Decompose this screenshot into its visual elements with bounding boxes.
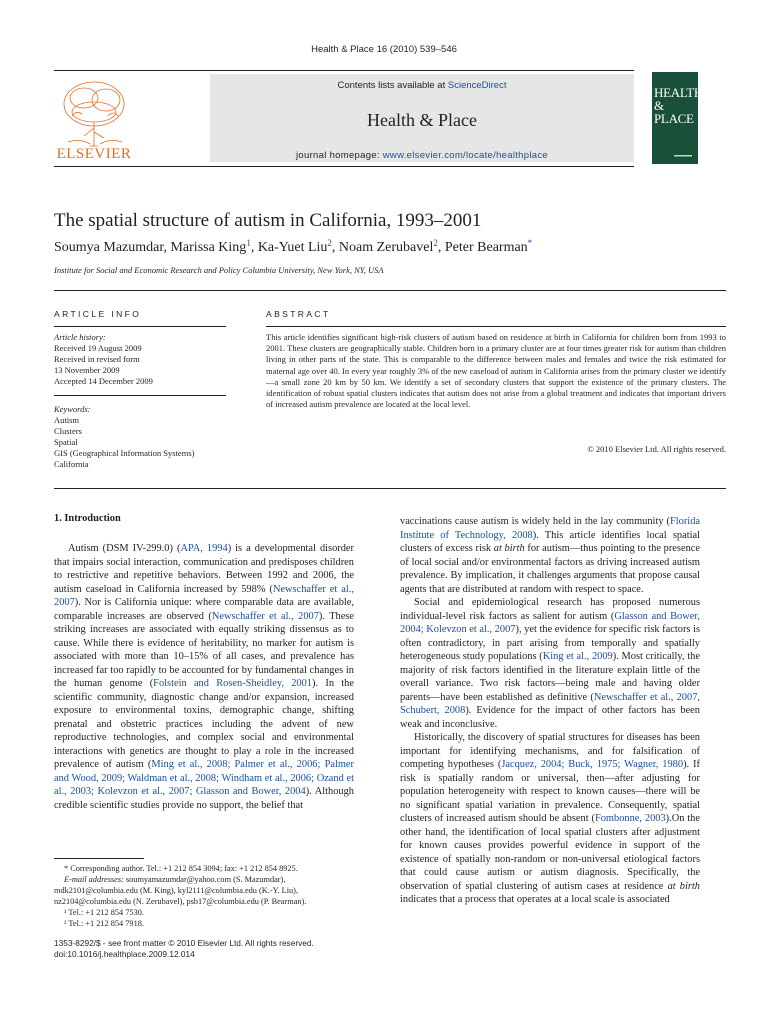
paragraph: vaccinations cause autism is widely held in the lay community (Florida Institute of Technology, 2008). This article identifies local spatial clusters of excess risk at birth for autism—thus pointing to the presence of local social and/or environmental factors as driving increased autism prevalence. By implication, it challenges arguments that propose causal agents that are distributed at random with respect to space.: [400, 516, 701, 595]
author-affiliation-mark[interactable]: *: [527, 238, 533, 248]
masthead-bottom-rule: [54, 166, 634, 167]
citation-link[interactable]: Jacquez, 2004; Buck, 1975; Wagner, 1980: [501, 759, 684, 770]
affiliation: Institute for Social and Economic Research and Policy Columbia University, New York, NY, USA: [54, 265, 384, 275]
cover-title: [652, 85, 703, 126]
article-info-rule: [54, 326, 226, 327]
history-item: 13 November 2009: [54, 365, 120, 376]
author-affiliation-mark[interactable]: 2: [327, 238, 332, 248]
keyword: Clusters: [54, 426, 82, 437]
citation-link[interactable]: Florida Institute of Technology, 2008: [400, 516, 700, 541]
history-label: Article history:: [54, 332, 106, 342]
author-name: Peter Bearman: [444, 240, 528, 255]
body-divider: [54, 488, 726, 489]
homepage-line: [210, 150, 634, 161]
citation-link[interactable]: Glasson and Bower, 2004; Kolevzon et al., 2007: [400, 610, 701, 635]
citation-link[interactable]: King et al., 2009: [542, 651, 613, 662]
contents-line: [210, 80, 634, 91]
paragraph: Social and epidemiological research has proposed numerous individual-level risk factors as salient for autism (Glasson and Bower, 2004; Kolevzon et al., 2007), yet the evidence for specific risk factors is often contradictory, in part arising from temporally and spatially heterogeneous study populations (King et al., 2009). Most critically, the majority of risk factors identified in the literature explain little of the overall variance. Two risk factors—being male and having older parents—have been established as definitive (Newschaffer et al., 2007, Schubert, 2008). Evidence for the impact of other factors has been weak and inconclusive.: [400, 597, 701, 730]
journal-cover-thumbnail: [652, 72, 703, 164]
masthead-top-rule: [54, 70, 634, 71]
contents-prefix: Contents lists available at: [337, 80, 448, 91]
doi-line: doi:10.1016/j.healthplace.2009.12.014: [54, 949, 195, 959]
cover-title-line1: HEALTH: [654, 85, 703, 100]
email-label: E-mail addresses:: [64, 874, 124, 884]
cover-title-line2: & PLACE: [654, 98, 694, 126]
author-affiliation-mark[interactable]: 1: [246, 238, 251, 248]
abstract-rule: [266, 326, 726, 327]
cover-ornament: [674, 154, 692, 158]
footnote-rule: [54, 858, 144, 859]
section-heading-introduction: 1. Introduction: [54, 513, 121, 524]
email-line: soumyamazumdar@yahoo.com (S. Mazumdar),: [123, 874, 286, 884]
footnote-2: ² Tel.: +1 212 854 7918.: [64, 918, 144, 928]
author-name: Marissa King: [170, 240, 247, 255]
email-line: nz2104@columbia.edu (N. Zerubavel), psb17@columbia.edu (P. Bearman).: [54, 896, 307, 906]
email-addresses: [54, 875, 354, 886]
keywords-rule: [54, 395, 226, 396]
footnote-1: ¹ Tel.: +1 212 854 7530.: [64, 907, 144, 917]
sciencedirect-link[interactable]: ScienceDirect: [447, 80, 507, 91]
homepage-link[interactable]: www.elsevier.com/locate/healthplace: [382, 150, 548, 161]
running-head: Health & Place 16 (2010) 539–546: [311, 44, 457, 55]
history-item: Received in revised form: [54, 354, 140, 365]
history-item: Received 19 August 2009: [54, 343, 142, 354]
author-affiliation-mark[interactable]: 2: [433, 238, 438, 248]
journal-info-box: [210, 74, 634, 162]
emphasis: at birth: [493, 543, 525, 554]
citation-link[interactable]: Newschaffer et al., 2007: [211, 610, 319, 622]
citation-link[interactable]: APA, 1994: [180, 543, 228, 554]
header-divider: [54, 290, 726, 291]
keywords-block: [54, 404, 226, 471]
body-column-left: [54, 542, 354, 812]
author-name: Ka-Yuet Liu: [257, 240, 328, 255]
email-line: mdk2101@columbia.edu (M. King), kyl2111@columbia.edu (K.-Y. Liu),: [54, 885, 299, 895]
body-column-right: [400, 515, 700, 907]
journal-title: Health & Place: [367, 110, 477, 130]
keyword: California: [54, 459, 89, 470]
author-name: Noam Zerubavel: [338, 240, 434, 255]
abstract-copyright: © 2010 Elsevier Ltd. All rights reserved.: [587, 444, 726, 454]
corresponding-author-note: * Corresponding author. Tel.: +1 212 854 3094; fax: +1 212 854 8925.: [64, 864, 298, 873]
author-list: Soumya Mazumdar, Marissa King$^1$, Ka-Yuet Liu$^2$, Noam Zerubavel$^2$, Peter Bearman*: [54, 238, 533, 255]
elsevier-wordmark: ELSEVIER: [56, 146, 132, 162]
paragraph: Autism (DSM IV-299.0) (APA, 1994) is a developmental disorder that impairs social interaction, communication and predisposes children to restrictive and repetitive behaviors. Between 1992 and 2006, the autism caseload in California increased by 598% (Newschaffer et al., 2007). Nor is California unique: where comparable data are available, comparable increases are observed (Newschaffer et al., 2007). These striking increases are associated with equally striking dissensus as to cause. While there is evidence of heritability, no marker for autism is associated with more than 10–15% of all cases, and prevalence has increased far too rapidly to be accounted for by fundamental changes in the human genome (Folstein and Rosen-Sheidley, 2001). In the scientific community, diagnostic change and/or expansion, increased exposure to environmental toxins, demographic change, shifting prenatal and obstetric practices including the advent of new reproductive technologies, and complex social and environmental interactions with genetics are thought to play a role in the increased prevalence of autism (Ming et al., 2008; Palmer et al., 2006; Palmer and Wood, 2009; Waldman et al., 2008; Windham et al., 2006; Ozand et al., 2003; Kolevzon et al., 2007; Glasson and Bower, 2004). Although credible scientific studies provide no support, the belief that: [54, 543, 355, 811]
citation-link[interactable]: Newschaffer et al., 2007: [54, 583, 354, 608]
citation-link[interactable]: Ming et al., 2008; Palmer et al., 2006; Palmer and Wood, 2009; Waldman et al., 2008; Windham et al., 2006; Ozand et al., 2003; Kolevzon et al., 2007; Glasson and Bower, 2004: [54, 759, 355, 797]
journal-masthead: [54, 70, 703, 166]
paragraph: Historically, the discovery of spatial structures for diseases has been important for identifying mechanisms, and for falsification of competing hypotheses (Jacquez, 2004; Buck, 1975; Wagner, 1980). If risk is spatially random or universal, then—after adjusting for population heterogeneity with respect to known causes—there will be no significant spatial variation in prevalence. Consequently, spatial clusters of increased autism should be absent (Fombonne, 2003).On the other hand, the identification of local spatial clusters after adjustment for known causes provides powerful evidence in support of the existence of spatially non-random or non-universal etiological factors that could cause autism or autism diagnosis. Specifically, the observation of spatial clustering of autism cases at residence at birth indicates that a process that operates at a local scale is associated: [400, 732, 700, 905]
emphasis: at birth: [667, 880, 700, 892]
keyword: GIS (Geographical Information Systems): [54, 448, 195, 459]
keyword: Autism: [54, 415, 80, 426]
article-info-heading: ARTICLE INFO: [54, 309, 142, 319]
issn-line: 1353-8292/$ - see front matter © 2010 Elsevier Ltd. All rights reserved.: [54, 938, 314, 948]
abstract-text: This article identifies significant high-risk clusters of autism based on residence at birth in California for children born from 1993 to 2001. These clusters are geographically stable. Children born in a primary cluster are at four times greater risk for autism than children living in other parts of the state. This is comparable to the difference between males and females and twice the risk estimated for maternal age over 40. In every year roughly 3% of the new caseload of autism in California arises from the primary cluster we identify—a small zone 20 km by 50 km. We identify a set of secondary clusters that support the existence of the primary clusters. The identification of robust spatial clusters indicates that autism does not arise from a global treatment and indicates that important drivers of increased autism prevalence are located at the local level.: [266, 332, 726, 410]
article-history: [54, 332, 226, 387]
history-item: Accepted 14 December 2009: [54, 376, 153, 387]
abstract-heading: ABSTRACT: [266, 309, 331, 319]
author-name: Soumya Mazumdar: [54, 240, 164, 255]
citation-link[interactable]: Folstein and Rosen-Sheidley, 2001: [153, 678, 313, 689]
keywords-label: Keywords:: [54, 404, 91, 414]
keyword: Spatial: [54, 437, 78, 448]
citation-link[interactable]: Newschaffer et al., 2007, Schubert, 2008: [400, 691, 700, 716]
citation-link[interactable]: Fombonne, 2003: [594, 813, 666, 824]
article-title: The spatial structure of autism in California, 1993–2001: [54, 210, 482, 231]
homepage-prefix: journal homepage:: [296, 150, 383, 161]
front-matter: [54, 938, 354, 960]
footnotes: [54, 864, 354, 929]
